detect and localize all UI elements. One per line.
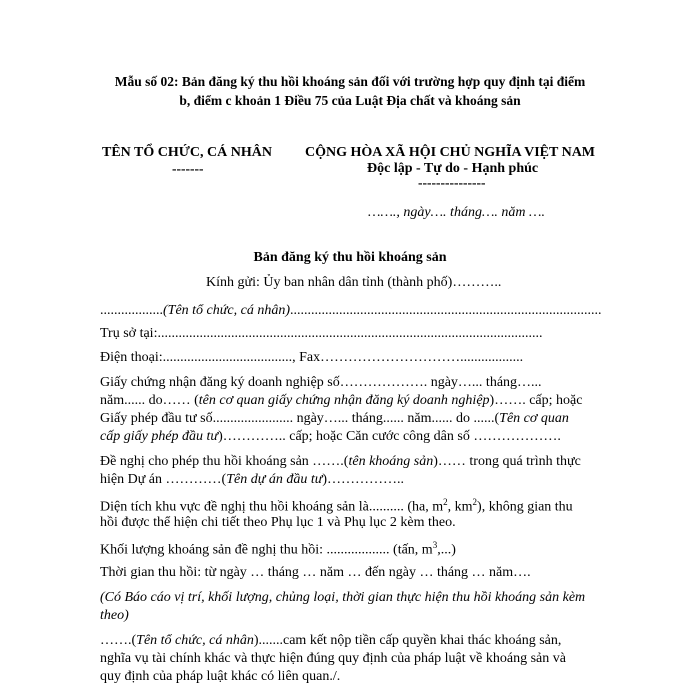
cert-l2-end: )……. cấp; hoặc — [489, 393, 583, 408]
cert-l4-end: )………….. cấp; hoặc Căn cước công dân số ………………. — [218, 429, 561, 444]
org-name-fill: ......................................................................................... — [290, 303, 602, 318]
commitment-line-2: nghĩa vụ tài chính khác và thực hiện đúng quy định của pháp luật về khoáng sản và — [100, 651, 566, 666]
area-line-1 — [100, 497, 573, 516]
cert-l3-text: Giấy phép đầu tư số....................... ngày…... tháng...... năm...... do ......( — [100, 411, 500, 426]
request-l2-end: )…………….. — [322, 472, 405, 487]
area-mid: , km — [447, 499, 473, 515]
note-line-2: theo) — [100, 608, 129, 623]
business-cert-line-2 — [100, 393, 582, 409]
license-authority-placeholder: Tên cơ quan — [499, 411, 569, 426]
area-sup-2: 2 — [472, 497, 478, 507]
area-end: ), không gian thu — [477, 499, 573, 515]
time-line: Thời gian thu hồi: từ ngày … tháng … năm … đến ngày … tháng … năm…. — [100, 565, 531, 580]
org-name-line — [100, 303, 602, 319]
org-name-header: TÊN TỔ CHỨC, CÁ NHÂN — [102, 145, 272, 160]
cert-authority-placeholder: tên cơ quan giấy chứng nhận đăng ký doanh nghiệp — [198, 393, 490, 408]
commit-l1-end: ).......cam kết nộp tiền cấp quyền khai thác khoáng sản, — [253, 633, 562, 648]
volume-text: Khối lượng khoáng sản đề nghị thu hồi: .................. (tấn, m — [100, 542, 433, 558]
address-line: Trụ sở tại:.............................................................................................................. — [100, 326, 543, 341]
citizen-id-line — [100, 429, 561, 445]
volume-line — [100, 540, 456, 559]
document-title: Bản đăng ký thu hồi khoáng sản — [253, 250, 447, 265]
org-divider: ------- — [172, 161, 204, 176]
motto-divider: --------------- — [418, 175, 486, 190]
area-sup-1: 2 — [443, 497, 448, 507]
commitment-line-1 — [100, 633, 561, 649]
commit-l1-text: …….( — [100, 633, 137, 648]
license-authority-placeholder-2: cấp giấy phép đầu tư — [100, 429, 219, 444]
request-l1-end: )…… trong quá trình thực — [433, 454, 581, 469]
volume-end: ,...) — [437, 542, 456, 558]
volume-sup: 3 — [432, 540, 438, 550]
project-name-placeholder: Tên dự án đầu tư — [226, 472, 323, 487]
phone-fax-line: Điện thoại:....................................., Fax………………………….................. — [100, 350, 524, 365]
request-line-2 — [100, 472, 404, 488]
org-name-dots: .................. — [100, 303, 163, 318]
cert-l2-text: năm...... do…… ( — [100, 393, 199, 408]
commit-org-placeholder: Tên tổ chức, cá nhân — [136, 633, 254, 648]
mineral-name-placeholder: tên khoáng sản — [348, 454, 434, 469]
area-line-2: hồi được thể hiện chi tiết theo Phụ lục 1 và Phụ lục 2 kèm theo. — [100, 515, 456, 530]
note-line-1: (Có Báo cáo vị trí, khối lượng, chủng loại, thời gian thực hiện thu hồi khoáng sản kèm — [100, 590, 586, 605]
recipient-line: Kính gửi: Ủy ban nhân dân tỉnh (thành phố)……….. — [206, 275, 502, 290]
org-name-placeholder: (Tên tổ chức, cá nhân) — [163, 303, 290, 318]
country-name: CỘNG HÒA XÃ HỘI CHỦ NGHĨA VIỆT NAM — [305, 145, 596, 160]
date-line: ……., ngày…. tháng…. năm …. — [368, 205, 545, 220]
national-motto: Độc lập - Tự do - Hạnh phúc — [367, 161, 539, 176]
business-cert-line-1: Giấy chứng nhận đăng ký doanh nghiệp số………………. ngày…... tháng…... — [100, 375, 542, 390]
commitment-line-3: quy định của pháp luật khác có liên quan./. — [100, 669, 341, 684]
form-title-line-1: Mẫu số 02: Bản đăng ký thu hồi khoáng sản đối với trường hợp quy định tại điểm — [114, 74, 586, 89]
area-text: Diện tích khu vực đề nghị thu hồi khoáng sản là.......... (ha, m — [100, 499, 444, 515]
form-title-line-2: b, điểm c khoản 1 Điều 75 của Luật Địa chất và khoáng sản — [179, 93, 521, 108]
request-line-1 — [100, 454, 581, 470]
investment-license-line — [100, 411, 569, 427]
request-l2-text: hiện Dự án …………( — [100, 472, 227, 487]
request-l1-text: Đề nghị cho phép thu hồi khoáng sản …….( — [100, 454, 349, 469]
